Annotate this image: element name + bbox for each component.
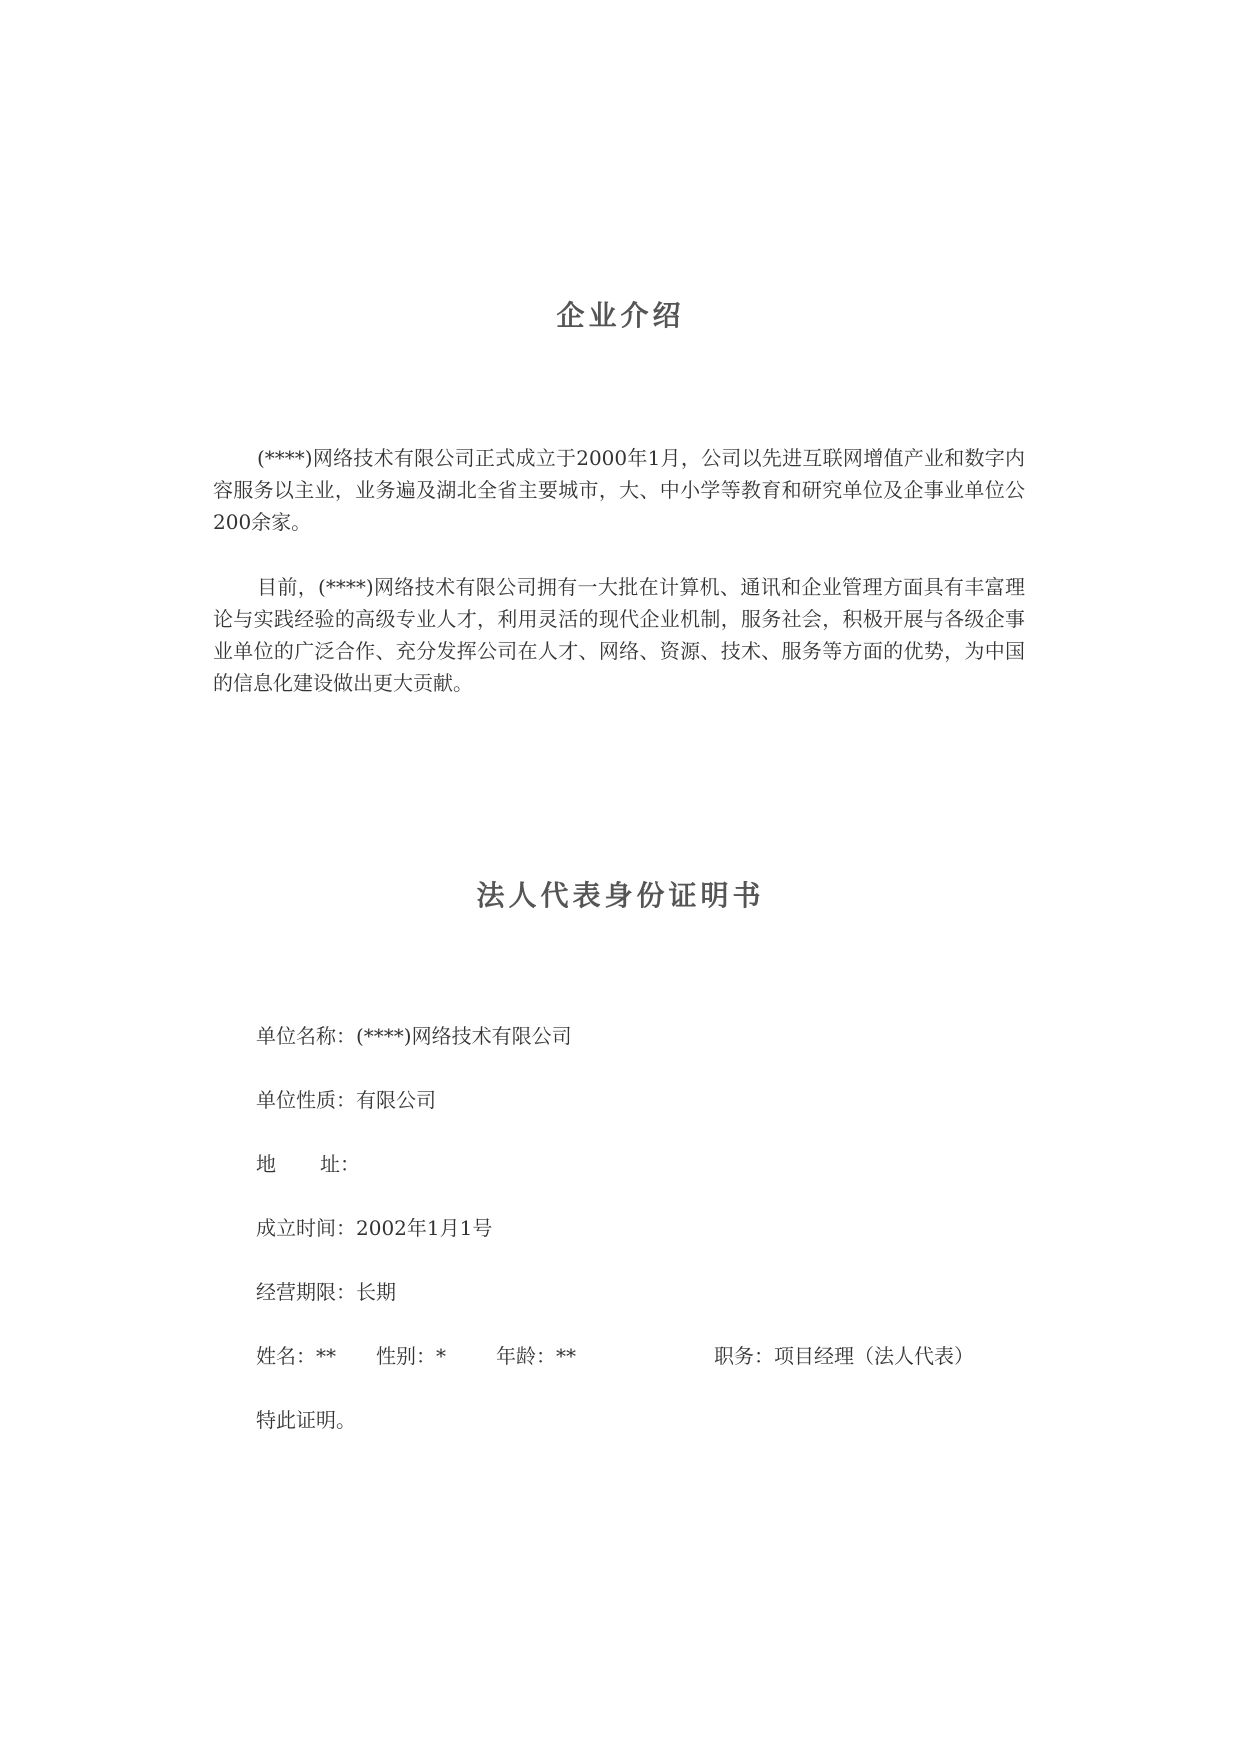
established-date-value: 2002年1月1号 [356, 1216, 493, 1240]
established-date-row [256, 1214, 492, 1242]
closing-statement: 特此证明。 [256, 1408, 356, 1432]
position-field: 职务：项目经理（法人代表） [714, 1344, 974, 1368]
unit-name-value: (****)网络技术有限公司 [356, 1024, 572, 1048]
business-term-row [256, 1278, 396, 1306]
business-term-value: 长期 [356, 1280, 396, 1304]
unit-nature-value: 有限公司 [356, 1088, 436, 1112]
address-label-part-2: 址： [320, 1152, 360, 1176]
unit-name-row [256, 1022, 572, 1050]
established-date-label: 成立时间： [256, 1216, 356, 1240]
company-intro-paragraph-1: (****)网络技术有限公司正式成立于2000年1月，公司以先进互联网增值产业和数字内容服务以主业，业务遍及湖北全省主要城市，大、中小学等教育和研究单位及企事业单位公200余家。 [213, 446, 1025, 534]
unit-nature-label: 单位性质： [256, 1088, 356, 1112]
address-row [256, 1150, 360, 1178]
company-intro-paragraph-2: 目前，(****)网络技术有限公司拥有一大批在计算机、通讯和企业管理方面具有丰富理论与实践经验的高级专业人才，利用灵活的现代企业机制，服务社会，积极开展与各级企事业单位的广泛合作、充分发挥公司在人才、网络、资源、技术、服务等方面的优势，为中国的信息化建设做出更大贡献。 [213, 575, 1025, 695]
gender-field: 性别：* [376, 1344, 446, 1368]
company-intro-title: 企业介绍 [556, 299, 685, 332]
address-label-part-1: 地 [256, 1152, 276, 1176]
age-field: 年龄：** [496, 1344, 576, 1368]
name-field: 姓名：** [256, 1344, 336, 1368]
business-term-label: 经营期限： [256, 1280, 356, 1304]
unit-nature-row [256, 1086, 436, 1114]
unit-name-label: 单位名称： [256, 1024, 356, 1048]
legal-representative-certificate-title: 法人代表身份证明书 [476, 879, 765, 912]
